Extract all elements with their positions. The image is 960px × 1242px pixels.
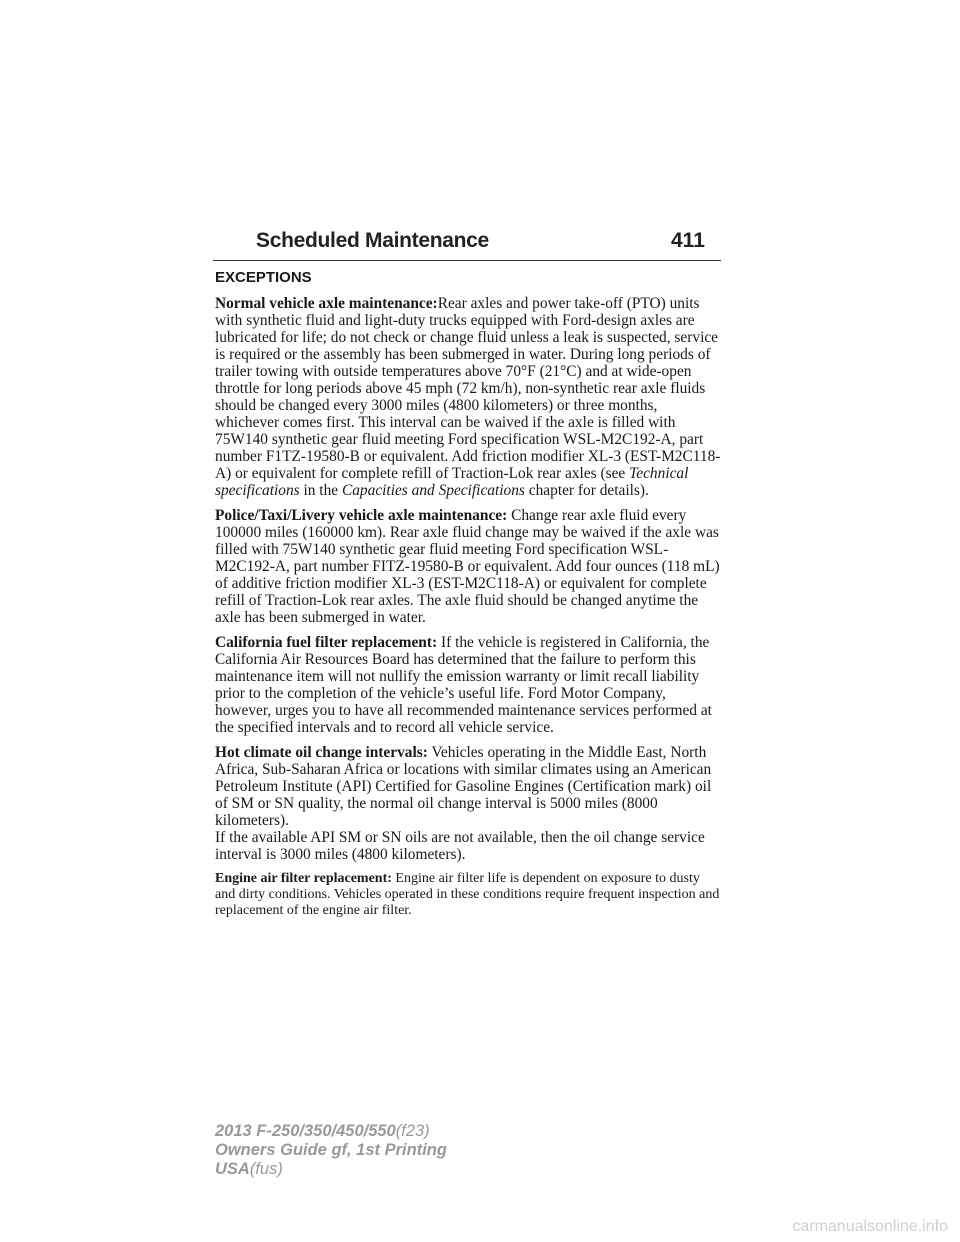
california-fuel-text: If the vehicle is registered in California, the California Air Resources Board has determined that the failure to perform this maintenance item will not nullify the emission warranty or limit recall liability prior to the completion of the vehicle’s useful life. Ford Motor Company, however, urges you to have all recommended maintenance services performed at the specified intervals and to record all vehicle service. [215,634,712,736]
police-axle-lead: Police/Taxi/Livery vehicle axle maintenance: [215,507,508,524]
hot-climate-text: Vehicles operating in the Middle East, North Africa, Sub-Saharan Africa or locations with similar climates using an American Petroleum Institute (API) Certified for Gasoline Engines (Certification mark) oil of SM or SN quality, the normal oil change interval is 5000 miles (8000 kilometers). [215,744,712,829]
footer-line-3 [215,1160,447,1179]
watermark: carmanualsonline.info [792,1218,948,1235]
header-title: Scheduled Maintenance [256,229,489,252]
footer [215,1122,447,1179]
normal-axle-text-2: in the [299,482,342,499]
footer-model: 2013 F-250/350/450/550 [215,1122,396,1140]
footer-line-2: Owners Guide gf, 1st Printing [215,1141,447,1159]
hot-climate-paragraph [215,744,721,829]
footer-market-code: (fus) [249,1160,283,1178]
hot-climate-lead: Hot climate oil change intervals: [215,744,428,761]
footer-line-1 [215,1122,447,1141]
section-title: EXCEPTIONS [215,269,312,286]
footer-model-code: (f23) [395,1122,430,1140]
air-filter-text: Engine air filter life is dependent on exposure to dusty and dirty conditions. Vehicles operated in these conditions require frequent inspection and replacement of the engine air filter. [215,871,720,918]
police-axle-paragraph [215,507,721,626]
california-fuel-lead: California fuel filter replacement: [215,634,438,651]
page-number: 411 [671,229,705,252]
normal-axle-text: Rear axles and power take-off (PTO) units with synthetic fluid and light-duty trucks equipped with Ford-design axles are lubricated for life; do not check or change fluid unless a leak is suspected, service is required or the assembly has been submerged in water. During long periods of trailer towing with outside temperatures above 70°F (21°C) and at wide-open throttle for long periods above 45 mph (72 km/h), non-synthetic rear axle fluids should be changed every 3000 miles (4800 kilometers) or three months, whichever comes first. This interval can be waived if the axle is filled with 75W140 synthetic gear fluid meeting Ford specification WSL-M2C192-A, part number F1TZ-19580-B or equivalent. Add friction modifier XL-3 (EST-M2C118-A) or equivalent for complete refill of Traction-Lok rear axles (see [215,295,721,482]
technical-specs-ref: Technical specifications [215,465,689,499]
page-content [215,268,721,919]
hot-climate-text-2: If the available API SM or SN oils are not available, then the oil change service interval is 3000 miles (4800 kilometers). [215,829,705,863]
hot-climate-paragraph-2 [215,829,721,863]
air-filter-lead: Engine air filter replacement: [215,871,392,886]
footer-market: USA [215,1160,250,1178]
california-fuel-paragraph [215,634,721,736]
normal-axle-text-3: chapter for details). [524,482,649,499]
normal-axle-paragraph [215,295,721,499]
capacities-ref: Capacities and Specifications [341,482,525,499]
police-axle-text: Change rear axle fluid every 100000 miles (160000 km). Rear axle fluid change may be waived if the axle was filled with 75W140 synthetic gear fluid meeting Ford specification WSL-M2C192-A, part number FITZ-19580-B or equivalent. Add four ounces (118 mL) of additive friction modifier XL-3 (EST-M2C118-A) or equivalent for complete refill of Traction-Lok rear axles. The axle fluid should be changed anytime the axle has been submerged in water. [215,507,720,626]
normal-axle-lead: Normal vehicle axle maintenance: [215,295,438,312]
air-filter-paragraph [215,871,721,919]
header-rule [213,260,721,261]
